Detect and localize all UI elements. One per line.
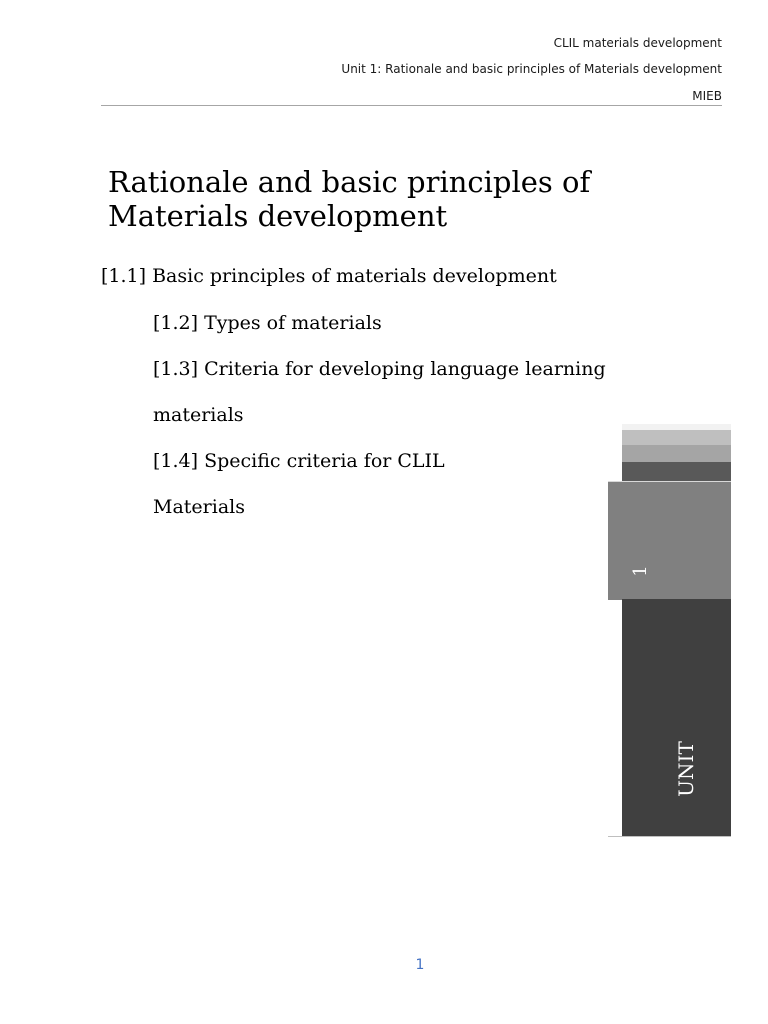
toc-item-1-4: [1.4] Specific criteria for CLIL <box>153 450 445 472</box>
document-title-line2: Materials development <box>108 199 448 233</box>
unit-number: 1 <box>630 565 651 577</box>
toc-item-1-1: [1.1] Basic principles of materials development <box>101 265 557 287</box>
unit-tab-stripe-dark <box>622 462 731 481</box>
toc-item-1-2: [1.2] Types of materials <box>153 312 382 334</box>
toc-item-1-4-continued: Materials <box>153 496 245 518</box>
unit-tab-base-rule <box>608 836 731 837</box>
unit-label: UNIT <box>674 741 698 797</box>
document-title <box>108 165 648 233</box>
header-unit-title: Unit 1: Rationale and basic principles of Materials development <box>341 62 722 76</box>
header-program: MIEB <box>692 89 722 103</box>
toc-item-1-3: [1.3] Criteria for developing language learning <box>153 358 606 380</box>
header-divider <box>101 105 722 106</box>
document-title-line1: Rationale and basic principles of <box>108 165 591 199</box>
page-number: 1 <box>415 957 425 973</box>
header-course-title: CLIL materials development <box>553 36 722 50</box>
unit-tab-stripe-medium <box>622 445 731 462</box>
toc-item-1-3-continued: materials <box>153 404 244 426</box>
unit-number-block <box>608 481 731 600</box>
unit-tab-stripe-light <box>622 430 731 445</box>
